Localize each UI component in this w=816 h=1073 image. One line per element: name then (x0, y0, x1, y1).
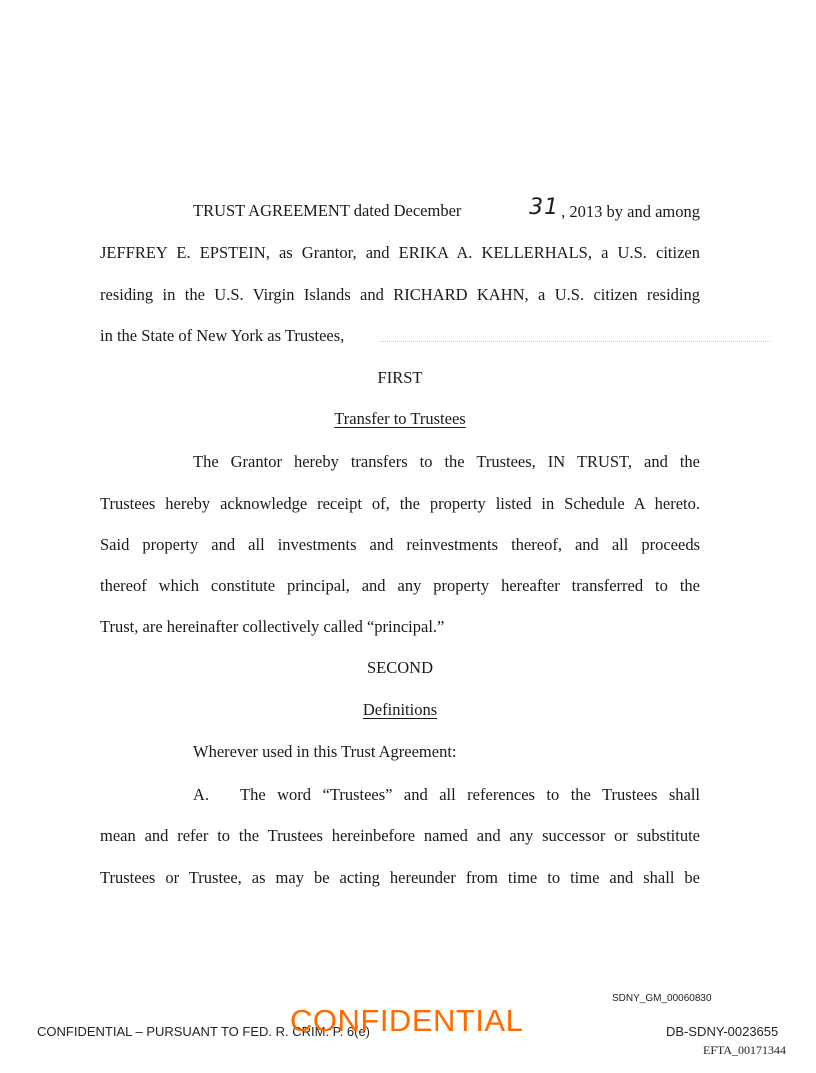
second-subheading: Definitions (362, 700, 438, 719)
item-a-line2: mean and refer to the Trustees hereinbefore named and any successor or substitute (100, 826, 700, 845)
second-intro: Wherever used in this Trust Agreement: (193, 742, 457, 761)
handwritten-date: 31 (529, 195, 560, 220)
first-line-2: Trustees hereby acknowledge receipt of, the property listed in Schedule A hereto. (100, 494, 700, 513)
item-a-line1 (193, 785, 700, 805)
bates-db-sdny: DB-SDNY-0023655 (666, 1024, 779, 1039)
para1-line1 (193, 195, 700, 222)
para1-line2: JEFFREY E. EPSTEIN, as Grantor, and ERIKA A. KELLERHALS, a U.S. citizen (100, 243, 700, 262)
item-a-text: The word “Trustees” and all references to the Trustees shall (240, 785, 700, 804)
scan-artifact-dots (380, 341, 770, 343)
para1-line3: residing in the U.S. Virgin Islands and RICHARD KAHN, a U.S. citizen residing (100, 285, 700, 304)
para1-line4: in the State of New York as Trustees, (100, 326, 345, 345)
bates-sdny-gm: SDNY_GM_00060830 (612, 993, 712, 1004)
first-line-3: Said property and all investments and reinvestments thereof, and all proceeds (100, 535, 700, 554)
first-heading: FIRST (377, 368, 423, 387)
para1-line1-pre: TRUST AGREEMENT dated December (193, 201, 462, 220)
item-a-line3: Trustees or Trustee, as may be acting hereunder from time to time and shall be (100, 868, 700, 887)
first-subheading: Transfer to Trustees (334, 409, 466, 428)
item-a-label: A. (193, 785, 210, 804)
second-heading: SECOND (366, 658, 433, 677)
confidential-notice: CONFIDENTIAL – PURSUANT TO FED. R. CRIM. P. 6(e) (37, 1024, 371, 1039)
confidential-stamp: CONFIDENTIAL (290, 1003, 524, 1038)
para1-line1-post: , 2013 by and among (561, 202, 700, 221)
first-line-5: Trust, are hereinafter collectively called “principal.” (100, 617, 445, 636)
first-line-4: thereof which constitute principal, and any property hereafter transferred to the (100, 576, 700, 595)
first-line-1: The Grantor hereby transfers to the Trustees, IN TRUST, and the (193, 452, 700, 471)
efta-number: EFTA_00171344 (703, 1043, 787, 1057)
